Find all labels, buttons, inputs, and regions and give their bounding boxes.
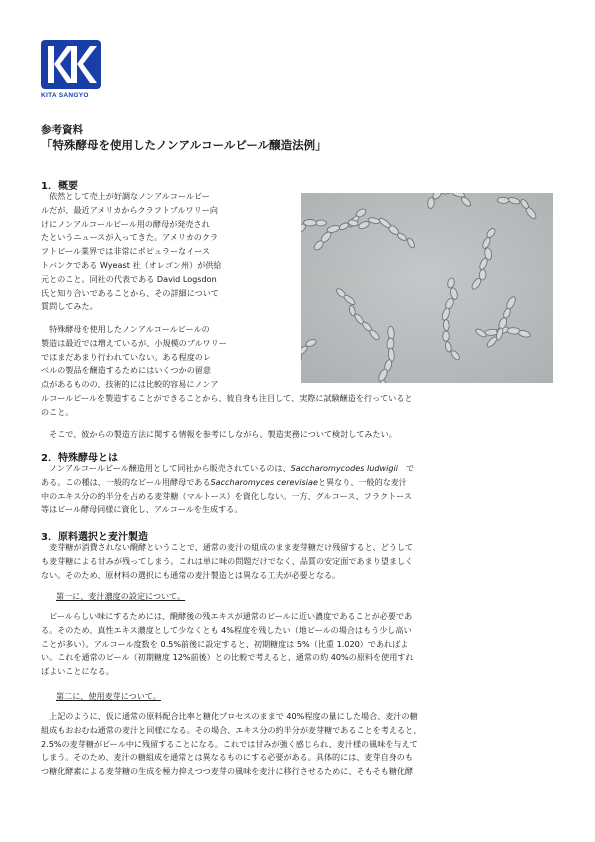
company-logo: [41, 40, 101, 89]
text-line: い。これを通常のビール（初期糖度 12%前後）との比較で考えると、通常の約 40%の原料を使用すれ: [41, 652, 414, 663]
text-line: る。そのため、真性エキス濃度として少なくとも 4%程度を残したい（地ビールの場合はもう少し高い: [41, 624, 412, 635]
text-line: 麦芽糖が消費されない醗酵ということで、通常の麦汁の組成のまま麦芽糖だけ残留すると、どうして: [41, 542, 414, 552]
yeast-cell: [443, 320, 449, 331]
text-line: そこで、彼からの製造方法に関する情報を参考にしながら、製造実務について検討してみたい。: [41, 429, 397, 439]
text-line: たというニュースが入ってきた。アメリカのクラ: [41, 232, 219, 243]
overview-paragraph-2: [41, 323, 299, 392]
text-line: 特殊酵母を使用したノンアルコールビールの: [41, 324, 210, 334]
text-line: 組成もおおむね通常の麦汁と同様になる。その場合、エキス分の約半分が麦芽糖であることを考えると、: [41, 724, 422, 735]
logo-caption: KITA SANGYO: [41, 92, 89, 99]
reference-label: 参考資料: [41, 124, 83, 136]
yeast-cells-illustration: [301, 193, 553, 383]
subheading-wort-concentration: 第一に、麦汁濃度の設定について。: [56, 591, 186, 601]
malt-used-paragraph: [41, 710, 555, 779]
text-line: ない。そのため、原材料の選択にも通常の麦汁製造とは異なる工夫が必要となる。: [41, 569, 341, 580]
text-line: 中のエキス分の約半分を占める麦芽糖（マルトース）を資化しない。一方、グルコース、フラクトース: [41, 490, 412, 501]
text-line: ではまだあまり行われていない。ある程度のレ: [41, 351, 211, 362]
yeast-cell: [443, 331, 450, 342]
wort-concentration-paragraph: [41, 610, 555, 679]
text-line: 点があるものの、技術的には比較的容易にノンア: [41, 379, 219, 390]
text-line: つ糖化酵素による麦芽糖の生成を極力抑えつつ麦芽の風味を麦汁に移行させるために、そもそも糖化酵: [41, 766, 414, 777]
text-line: 等はビール酵母同様に資化し、アルコールを生成する。: [41, 504, 243, 515]
text-line: ルだが、最近アメリカからクラフトブルワリー向: [41, 204, 218, 215]
text-line: ことが多い）。アルコール度数を 0.5%前後に設定すると、初期糖度は 5%（比重 1.020）であればよ: [41, 638, 409, 649]
text-line: ある。この種は、一般的なビール用酵母であるSaccharomyces cerevisiaeと異なり、一般的な麦汁: [41, 476, 407, 487]
yeast-micrograph-image: [301, 193, 553, 383]
overview-paragraph-1: [41, 190, 299, 314]
yeast-cell: [497, 197, 509, 204]
text-line: ビールらしい味にするためには、醗酵後の残エキスが通常のビールに近い濃度であることが必要であ: [41, 611, 413, 621]
section-heading-special-yeast: 2．特殊酵母とは: [41, 453, 118, 464]
text-line: ノンアルコールビール醸造用として同社から販売されているのは、Saccharomycodes ludwigii で: [41, 463, 415, 473]
special-yeast-paragraph: [41, 462, 555, 517]
section-heading-raw-materials: 3．原料選択と麦汁製造: [41, 532, 148, 543]
species-name: Saccharomycodes ludwigii: [290, 463, 398, 473]
text-line: けにノンアルコールビール用の酵母が発売され: [41, 218, 210, 229]
text-line: 製造は最近では増えているが、小規模のブルワリー: [41, 337, 227, 348]
text-line: フトビール業界では非常にポピュラーなイース: [41, 246, 211, 257]
text-line: しまう。そのため、麦汁の糖組成を通常とは異なるものにする必要がある。具体的には、麦芽自身のも: [41, 752, 413, 763]
text-line: ベルの製品を醸造するためにはいくつかの留意: [41, 365, 211, 376]
text-line: トバンクである Wyeast 社（オレゴン州）が供給: [41, 259, 222, 270]
text-line: ばよいことになる。: [41, 666, 114, 677]
text-line: 上記のように、仮に通常の原料配合比率と糖化プロセスのままで 40%程度の量にした場合、麦汁の糖: [41, 711, 418, 721]
text-line: 2.5%の麦芽糖がビール中に残留することになる。これでは甘みが強く感じられ、麦汁様の風味を与えて: [41, 738, 418, 749]
text-line: 依然として売上が好調なノンアルコールビー: [41, 191, 210, 201]
kk-logo-icon: [41, 40, 101, 89]
yeast-cell: [315, 220, 326, 226]
text-line: 質問してみた。: [41, 301, 98, 312]
species-name: Saccharomyces cerevisiae: [210, 476, 318, 487]
text-line: も麦芽糖による甘みが残ってしまう。これは単に味の問題だけでなく、品質の安定面であまり望ましく: [41, 555, 414, 566]
document-title: 「特殊酵母を使用したノンアルコールビール醸造法例」: [41, 138, 327, 152]
section-heading-overview: 1．概要: [41, 181, 78, 192]
overview-paragraph-2-continued: [41, 392, 555, 420]
text-line: 元とのこと。同社の代表である David Logsdon: [41, 273, 217, 284]
text-line: ルコールビールを製造することができることから、彼自身も注目して、実際に試験醸造を行っていると: [41, 393, 413, 403]
raw-materials-paragraph-1: [41, 541, 555, 582]
text-line: のこと。: [41, 406, 74, 417]
subheading-malt-used: 第二に、使用麦芽について。: [56, 691, 161, 701]
text-line: 氏と知り合いであることから、その詳細について: [41, 287, 219, 298]
overview-paragraph-3: [41, 428, 555, 442]
